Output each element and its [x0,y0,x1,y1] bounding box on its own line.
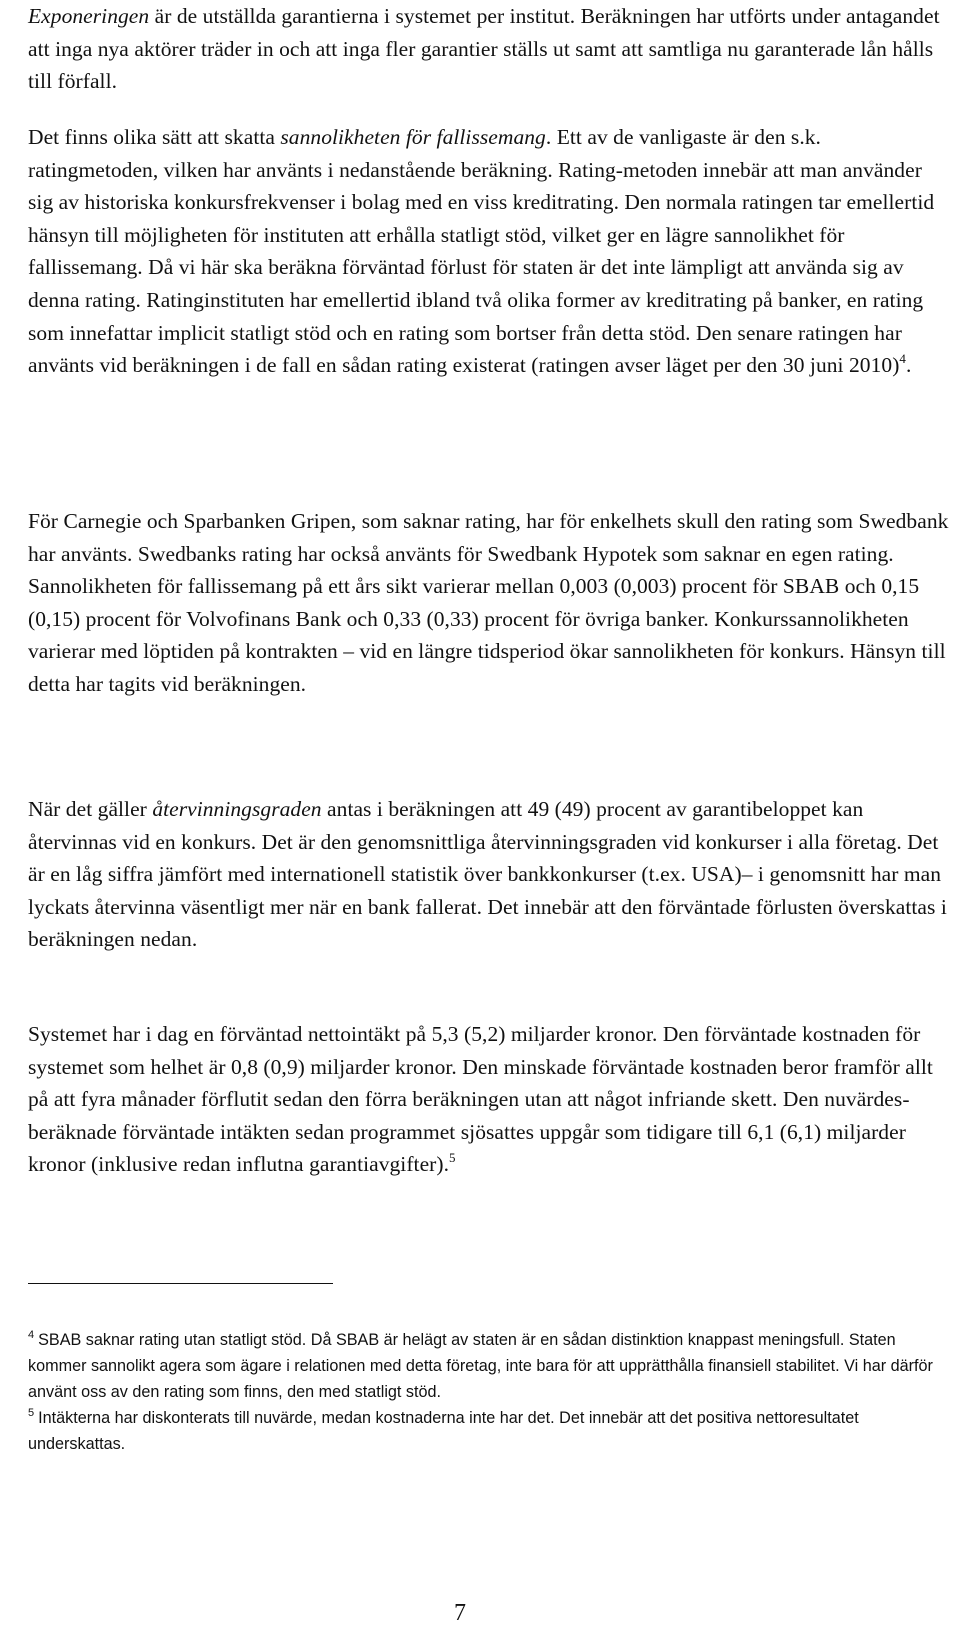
paragraph-text: Systemet har i dag en förväntad nettointäkt på 5,3 (5,2) miljarder kronor. Den förväntade kostnaden för systemet som helhet är 0,8 (0,9) miljarder kronor. Den minskade förväntade kostnaden beror framför allt på att fyra månader förflutit sedan den förra beräkningen utan att något infriande skett. Den nuvärdes-beräknade förväntade intäkten sedan programmet sjösattes uppgår som tidigare till 6,1 (6,1) miljarder kronor (inklusive redan influtna garantiavgifter). [28,1022,933,1177]
footnote-5 [28,1405,948,1457]
footnote-ref-5[interactable]: 5 [449,1150,456,1166]
footnote-text: SBAB saknar rating utan statligt stöd. Då SBAB är helägt av staten är en sådan distinktion knappast meningsfull. Staten kommer sannolikt agera som ägare i relationen med detta företag, inte bara för att upprätthålla finansiell stabilitet. Vi har därför använt oss av den rating som finns, den med statligt stöd. [28,1331,933,1401]
term-exponeringen: Exponeringen [28,4,150,28]
footnote-ref-4[interactable]: 4 [899,351,906,367]
footnote-number: 5 [28,1407,35,1419]
footnote-number: 4 [28,1329,35,1341]
footnote-separator [28,1283,333,1284]
paragraph-text: . Ett av de vanligaste är den s.k. ratingmetoden, vilken har använts i nedanstående beräkning. Rating-metoden innebär att man använder sig av historiska konkursfrekvenser i bolag med en viss kreditrating. Den normala ratingen tar emellertid hänsyn till möjligheten för instituten att erhålla statligt stöd, vilket ger en lägre sannolikhet för fallissemang. Då vi här ska beräkna förväntad förlust för staten är det inte lämpligt att använda sig av denna rating. Ratinginstituten har emellertid ibland två olika former av kreditrating på banker, en rating som innefattar implicit statligt stöd och en rating som bortser från detta stöd. Den senare ratingen har använts vid beräkningen i de fall en sådan rating existerat (ratingen avser läget per den 30 juni 2010) [28,125,935,378]
paragraph-text: . [905,353,912,378]
footnote-4 [28,1327,948,1405]
paragraph-atervinningsgrad [28,793,950,956]
footnotes [28,1327,948,1457]
paragraph-text: Det finns olika sätt att skatta [28,125,281,149]
paragraph-text: antas i beräkningen att 49 (49) procent av garantibeloppet kan återvinnas vid en konkurs. Det är den genomsnittliga återvinningsgraden vid konkurser i alla företag. Det är en låg siffra jämfört med internationell statistik över bankkonkurser (t.ex. USA)– i genomsnitt har man lyckats återvinna väsentligt mer när en bank fallerat. Det innebär att den förväntade förlusten överskattas i beräkningen nedan. [28,797,947,952]
paragraph-carnegie-gripen [28,505,950,701]
paragraph-text: är de utställda garantierna i systemet per institut. Beräkningen har utförts under antagandet att inga nya aktörer träder in och att inga fler garantier ställs ut samt att samtliga nu garanterade lån hålls till förfall. [28,4,940,94]
paragraph-text: När det gäller [28,797,153,821]
footnote-text: Intäkterna har diskonterats till nuvärde, medan kostnaderna inte har det. Det innebär att det positiva nettoresultatet underskattas. [28,1409,859,1453]
term-atervinningsgraden: återvinningsgraden [152,797,322,821]
paragraph-exponering [28,0,950,98]
page-number: 7 [454,1600,466,1626]
term-sannolikheten-for-fallissemang: sannolikheten för fallissemang [280,125,546,149]
paragraph-text: För Carnegie och Sparbanken Gripen, som saknar rating, har för enkelhets skull den rating som Swedbank har använts. Swedbanks rating har också använts för Swedbank Hypotek som saknar en egen rating. Sannolikheten för fallissemang på ett års sikt varierar mellan 0,003 (0,003) procent för SBAB och 0,15 (0,15) procent för Volvofinans Bank och 0,33 (0,33) procent för övriga banker. Konkurssannolikheten varierar med löptiden på kontrakten – vid en längre tidsperiod ökar sannolikheten för konkurs. Hänsyn till detta har tagits vid beräkningen. [28,509,949,696]
paragraph-nettointakt [28,1018,950,1181]
paragraph-sannolikhet [28,121,950,382]
